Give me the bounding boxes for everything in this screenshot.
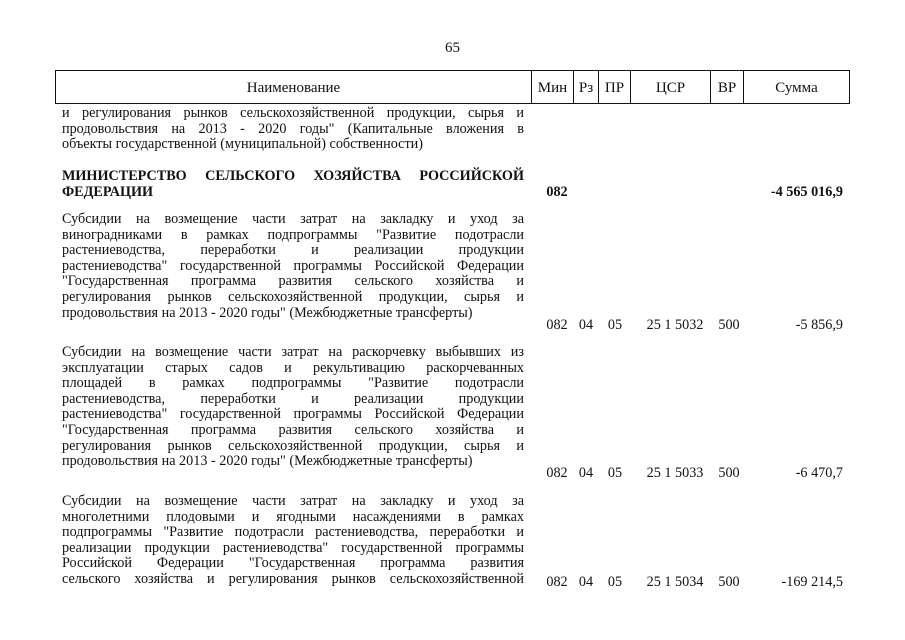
header-sum: Сумма bbox=[775, 80, 818, 96]
page-number: 65 bbox=[445, 40, 460, 56]
table-row-description bbox=[62, 494, 524, 588]
row-rz: 04 bbox=[578, 317, 594, 333]
row-pr: 05 bbox=[607, 317, 623, 333]
text-line: регулирования рынков сельскохозяйственной продукции, сырья и bbox=[62, 288, 524, 305]
table-header bbox=[55, 70, 850, 104]
ministry-heading bbox=[62, 169, 524, 200]
text-line: ФЕДЕРАЦИИ bbox=[62, 183, 154, 200]
header-csr: ЦСР bbox=[631, 71, 711, 103]
row-csr: 25 1 5034 bbox=[646, 574, 704, 590]
text-line: растениеводства" государственной программы Российской Федерации bbox=[62, 257, 524, 274]
row-sum: -5 856,9 bbox=[795, 317, 843, 333]
text-line: реализации продукции растениеводства" государственной программы bbox=[62, 539, 524, 556]
header-rz: Рз bbox=[574, 71, 599, 103]
row-csr: 25 1 5032 bbox=[646, 317, 704, 333]
text-line: растениеводства, переработки и реализации продукции bbox=[62, 242, 524, 259]
table-row-description bbox=[62, 345, 524, 470]
text-line: "Государственная программа развития сельского хозяйства и bbox=[62, 421, 524, 438]
text-line: регулирования рынков сельскохозяйственной продукции, сырья и bbox=[62, 437, 524, 454]
row-vr: 500 bbox=[718, 317, 740, 333]
row-vr: 500 bbox=[718, 465, 740, 481]
text-line: сельского хозяйства и регулирования рынков сельскохозяйственной bbox=[62, 570, 524, 587]
text-line: МИНИСТЕРСТВО СЕЛЬСКОГО ХОЗЯЙСТВА РОССИЙСКОЙ bbox=[62, 168, 524, 184]
text-line: Субсидии на возмещение части затрат на закладку и уход за bbox=[62, 493, 524, 509]
header-vr: ВР bbox=[711, 71, 744, 103]
text-line: Субсидии на возмещение части затрат на раскорчевку выбывших из bbox=[62, 344, 524, 360]
text-line: растениеводства, переработки и реализации продукции bbox=[62, 390, 524, 407]
row-csr: 25 1 5033 bbox=[646, 465, 704, 481]
text-line: объекты государственной (муниципальной) собственности) bbox=[62, 136, 423, 153]
row-rz: 04 bbox=[578, 574, 594, 590]
text-line: растениеводства" государственной программы Российской Федерации bbox=[62, 406, 524, 423]
ministry-min-code: 082 bbox=[546, 184, 568, 200]
text-line: продовольствия на 2013 - 2020 годы" (Капитальные вложения в bbox=[62, 120, 524, 137]
text-line: подпрограммы "Развитие подотрасли растениеводства, переработки и bbox=[62, 524, 524, 541]
header-pr: ПР bbox=[599, 71, 631, 103]
text-line: Российской Федерации "Государственная программа развития bbox=[62, 555, 524, 572]
text-line: многолетними плодовыми и ягодными насаждениями в рамках bbox=[62, 508, 524, 525]
row-pr: 05 bbox=[607, 574, 623, 590]
header-name: Наименование bbox=[56, 71, 532, 103]
text-line: виноградниками в рамках подпрограммы "Развитие подотрасли bbox=[62, 226, 524, 243]
text-line: и регулирования рынков сельскохозяйственной продукции, сырья и bbox=[62, 105, 524, 121]
text-line: эксплуатации старых садов и рекультивацию раскорчеванных bbox=[62, 359, 524, 376]
row-min: 082 bbox=[546, 574, 568, 590]
ministry-sum: -4 565 016,9 bbox=[770, 184, 843, 200]
top-fragment bbox=[62, 106, 524, 153]
text-line: продовольствия на 2013 - 2020 годы" (Межбюджетные трансферты) bbox=[62, 453, 473, 470]
row-pr: 05 bbox=[607, 465, 623, 481]
text-line: Субсидии на возмещение части затрат на закладку и уход за bbox=[62, 211, 524, 227]
row-rz: 04 bbox=[578, 465, 594, 481]
header-min: Мин bbox=[532, 71, 574, 103]
row-sum: -6 470,7 bbox=[795, 465, 843, 481]
row-min: 082 bbox=[546, 465, 568, 481]
row-min: 082 bbox=[546, 317, 568, 333]
text-line: площадей в рамках подпрограммы "Развитие подотрасли bbox=[62, 375, 524, 392]
row-sum: -169 214,5 bbox=[781, 574, 843, 590]
text-line: "Государственная программа развития сельского хозяйства и bbox=[62, 273, 524, 290]
row-vr: 500 bbox=[718, 574, 740, 590]
table-row-description bbox=[62, 212, 524, 321]
text-line: продовольствия на 2013 - 2020 годы" (Межбюджетные трансферты) bbox=[62, 304, 473, 321]
